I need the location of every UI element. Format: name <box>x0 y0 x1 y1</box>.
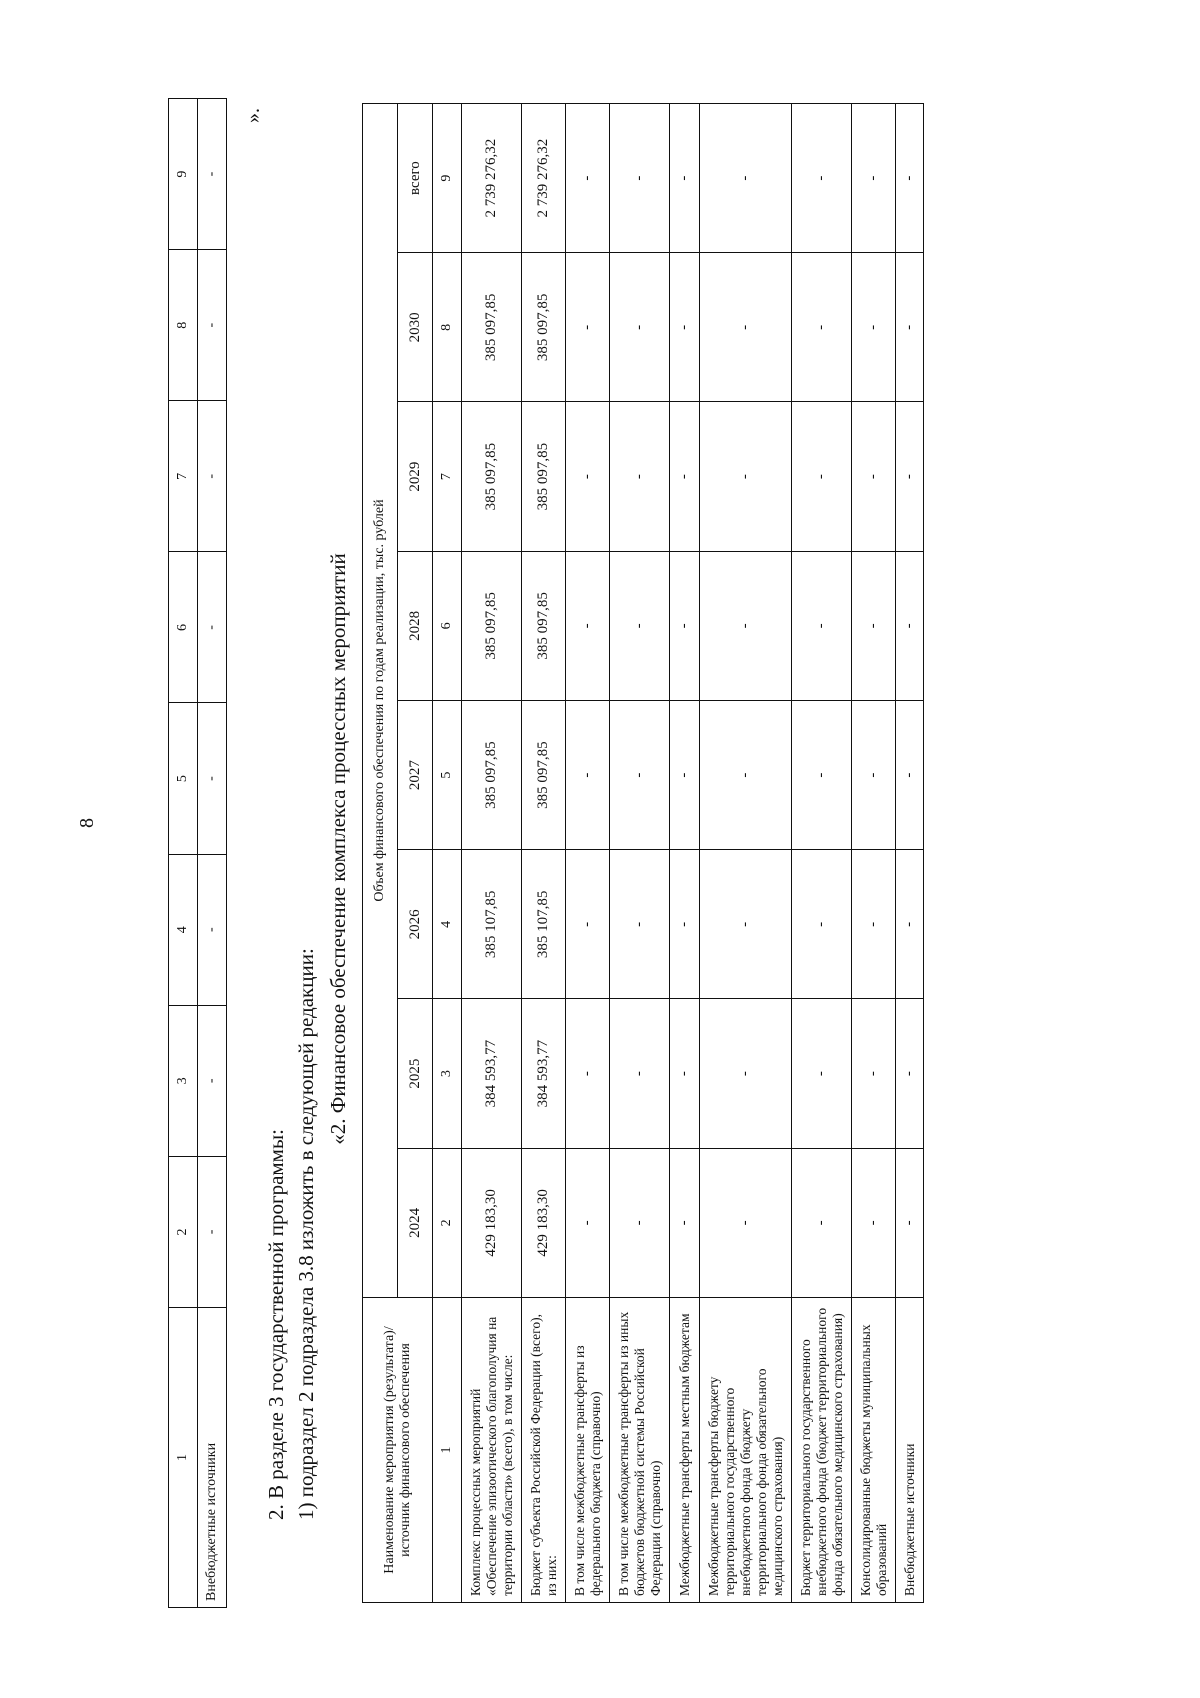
value-cell: - <box>670 701 700 850</box>
value-cell: - <box>610 551 670 700</box>
row-name-cell: В том числе межбюджетные трансферты из иных бюджетов бюджетной системы Российской Федерации (справочно) <box>610 1298 670 1603</box>
value-cell: 385 097,85 <box>522 402 566 551</box>
value-cell: - <box>852 999 896 1148</box>
column-number-cell: 2 <box>169 1156 198 1307</box>
section-line-1: 2. В разделе 3 государственной программы: <box>264 1129 288 1520</box>
value-cell: - <box>852 253 896 402</box>
table-row <box>852 104 896 1603</box>
value-cell: - <box>792 701 852 850</box>
value-cell: - <box>852 850 896 999</box>
row-name-cell: Внебюджетные источники <box>896 1298 924 1603</box>
value-cell: - <box>792 999 852 1148</box>
value-cell: - <box>896 701 924 850</box>
continuation-header-row <box>169 99 198 1608</box>
value-cell: - <box>896 253 924 402</box>
value-cell: 2 739 276,32 <box>522 104 566 253</box>
value-cell: - <box>610 701 670 850</box>
value-cell: - <box>700 402 792 551</box>
section-title: «2. Финансовое обеспечение комплекса процессных мероприятий <box>326 553 350 1145</box>
value-cell: - <box>566 999 610 1148</box>
value-cell: - <box>700 1148 792 1297</box>
row-name-cell: Бюджет субъекта Российской Федерации (всего), из них: <box>522 1298 566 1603</box>
value-cell: - <box>896 999 924 1148</box>
value-cell: - <box>792 104 852 253</box>
value-cell: 385 097,85 <box>462 551 522 700</box>
table-row <box>566 104 610 1603</box>
column-number-cell: 3 <box>169 1005 198 1156</box>
value-cell: - <box>198 401 227 552</box>
value-cell: - <box>700 551 792 700</box>
value-cell: 385 107,85 <box>462 850 522 999</box>
value-cell: - <box>700 253 792 402</box>
row-name-cell: Комплекс процессных мероприятий «Обеспечение эпизоотического благополучия на территории области» (всего), в том числе: <box>462 1298 522 1603</box>
section-line-2: 1) подраздел 2 подраздела 3.8 изложить в следующей редакции: <box>294 948 318 1520</box>
value-cell: 384 593,77 <box>522 999 566 1148</box>
row-label-cell: Внебюджетные источники <box>198 1308 227 1608</box>
column-numbers-row <box>433 104 462 1603</box>
column-number-cell: 6 <box>169 552 198 703</box>
value-cell: - <box>852 1148 896 1297</box>
row-name-cell: В том числе межбюджетные трансферты из федерального бюджета (справочно) <box>566 1298 610 1603</box>
column-number-cell: 1 <box>169 1308 198 1608</box>
value-cell: - <box>566 701 610 850</box>
value-cell: - <box>700 701 792 850</box>
value-cell: - <box>896 1148 924 1297</box>
table-row <box>896 104 924 1603</box>
value-cell: - <box>198 1156 227 1307</box>
value-cell: 429 183,30 <box>522 1148 566 1297</box>
value-cell: - <box>198 854 227 1005</box>
value-cell: - <box>852 551 896 700</box>
value-cell: 385 107,85 <box>522 850 566 999</box>
column-number-cell: 4 <box>169 854 198 1005</box>
table-row <box>610 104 670 1603</box>
value-cell: - <box>700 999 792 1148</box>
value-cell: - <box>610 253 670 402</box>
column-number-cell: 9 <box>169 99 198 250</box>
value-cell: - <box>852 104 896 253</box>
value-cell: - <box>670 104 700 253</box>
year-header-cell: всего <box>398 104 433 253</box>
value-cell: - <box>198 1005 227 1156</box>
column-number-cell: 7 <box>169 401 198 552</box>
value-cell: - <box>610 999 670 1148</box>
value-cell: - <box>670 551 700 700</box>
group-header: Объем финансового обеспечения по годам реализации, тыс. рублей <box>363 104 398 1298</box>
value-cell: - <box>700 104 792 253</box>
column-number-cell: 6 <box>433 551 462 700</box>
column-number-cell: 5 <box>433 701 462 850</box>
value-cell: - <box>610 104 670 253</box>
row-name-cell: Межбюджетные трансферты местным бюджетам <box>670 1298 700 1603</box>
year-header-cell: 2026 <box>398 850 433 999</box>
value-cell: 429 183,30 <box>462 1148 522 1297</box>
value-cell: - <box>566 253 610 402</box>
closing-mark: ». <box>242 108 264 123</box>
column-number-cell: 4 <box>433 850 462 999</box>
table-row <box>522 104 566 1603</box>
value-cell: 385 097,85 <box>462 402 522 551</box>
column-number-cell: 9 <box>433 104 462 253</box>
column-number-cell: 7 <box>433 402 462 551</box>
column-number-cell: 8 <box>433 253 462 402</box>
value-cell: - <box>566 1148 610 1297</box>
value-cell: 385 097,85 <box>522 253 566 402</box>
value-cell: 385 097,85 <box>462 701 522 850</box>
value-cell: - <box>792 850 852 999</box>
value-cell: - <box>198 552 227 703</box>
value-cell: 385 097,85 <box>522 551 566 700</box>
value-cell: - <box>198 703 227 854</box>
value-cell: - <box>700 850 792 999</box>
column-number-cell: 2 <box>433 1148 462 1297</box>
col-name-header: Наименование мероприятия (результата)/источник финансового обеспечения <box>363 1298 433 1603</box>
value-cell: - <box>852 402 896 551</box>
continuation-data-row <box>198 99 227 1608</box>
value-cell: - <box>792 551 852 700</box>
value-cell: - <box>610 1148 670 1297</box>
row-name-cell: Бюджет территориального государственного внебюджетного фонда (бюджет территориального фонда обязательного медицинского страхования) <box>792 1298 852 1603</box>
year-header-cell: 2025 <box>398 999 433 1148</box>
value-cell: - <box>670 999 700 1148</box>
value-cell: - <box>610 402 670 551</box>
table-row <box>462 104 522 1603</box>
value-cell: - <box>792 402 852 551</box>
value-cell: 384 593,77 <box>462 999 522 1148</box>
year-header-cell: 2028 <box>398 551 433 700</box>
column-number-cell: 3 <box>433 999 462 1148</box>
value-cell: - <box>896 402 924 551</box>
value-cell: - <box>896 850 924 999</box>
value-cell: - <box>792 253 852 402</box>
value-cell: - <box>852 701 896 850</box>
year-header-cell: 2027 <box>398 701 433 850</box>
financing-table <box>362 103 924 1603</box>
value-cell: - <box>670 253 700 402</box>
row-name-cell: Консолидированные бюджеты муниципальных образований <box>852 1298 896 1603</box>
value-cell: 2 739 276,32 <box>462 104 522 253</box>
value-cell: 385 097,85 <box>462 253 522 402</box>
year-header-cell: 2024 <box>398 1148 433 1297</box>
value-cell: - <box>566 104 610 253</box>
value-cell: - <box>566 551 610 700</box>
value-cell: - <box>670 402 700 551</box>
row-name-cell: Межбюджетные трансферты бюджету территориального государственного внебюджетного фонда (бюджету территориального фонда обязательного медицинского страхования) <box>700 1298 792 1603</box>
page-number: 8 <box>76 818 98 828</box>
column-number-cell: 5 <box>169 703 198 854</box>
value-cell: - <box>198 250 227 401</box>
continuation-table <box>168 98 227 1608</box>
value-cell: - <box>670 1148 700 1297</box>
column-number-cell: 8 <box>169 250 198 401</box>
table-row <box>700 104 792 1603</box>
value-cell: 385 097,85 <box>522 701 566 850</box>
value-cell: - <box>566 850 610 999</box>
value-cell: - <box>896 551 924 700</box>
table-row <box>670 104 700 1603</box>
year-header-cell: 2030 <box>398 253 433 402</box>
value-cell: - <box>670 850 700 999</box>
year-header-cell: 2029 <box>398 402 433 551</box>
value-cell: - <box>896 104 924 253</box>
column-number-cell: 1 <box>433 1298 462 1603</box>
table-row <box>792 104 852 1603</box>
value-cell: - <box>566 402 610 551</box>
value-cell: - <box>198 99 227 250</box>
value-cell: - <box>610 850 670 999</box>
value-cell: - <box>792 1148 852 1297</box>
